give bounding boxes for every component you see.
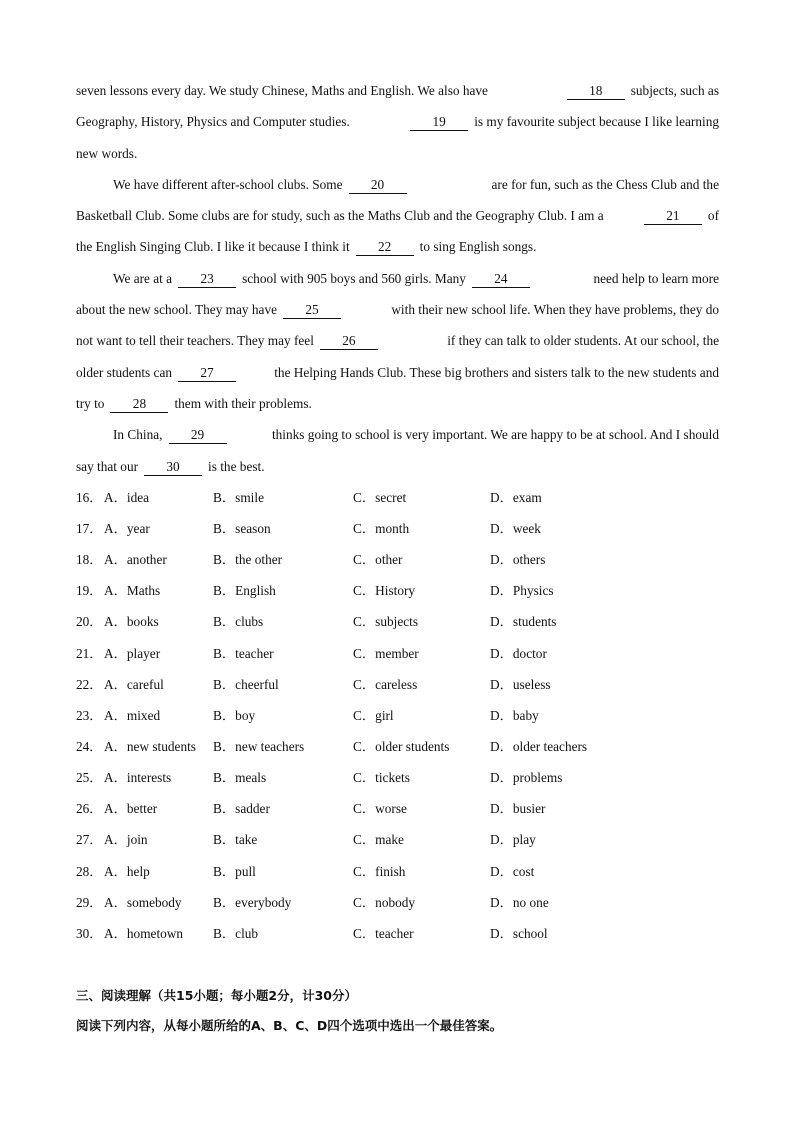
option-row xyxy=(76,611,719,642)
option-b: B．club xyxy=(213,925,259,941)
option-row xyxy=(76,923,719,954)
passage-text: say that our xyxy=(76,458,139,474)
option-c: C．finish xyxy=(353,863,406,879)
passage-text: older students can xyxy=(76,364,173,380)
option-row xyxy=(76,892,719,923)
blank-21: 21 xyxy=(644,208,702,225)
passage-text: Geography, History, Physics and Computer studies. xyxy=(76,114,350,130)
option-b: B．teacher xyxy=(213,645,274,661)
passage-text: We have different after-school clubs. Some xyxy=(113,176,343,192)
passage-line xyxy=(76,236,719,267)
option-d: D．exam xyxy=(490,489,542,505)
option-b: B．the other xyxy=(213,552,283,568)
passage-line xyxy=(76,111,719,142)
option-b: B．season xyxy=(213,521,271,536)
option-b: B．everybody xyxy=(213,894,292,910)
option-c: C．girl xyxy=(353,707,394,723)
passage-text: We are at a xyxy=(113,270,173,286)
option-b: B．meals xyxy=(213,770,267,786)
option-row xyxy=(76,643,719,674)
passage-text: about the new school. They may have xyxy=(76,302,277,318)
blank-24: 24 xyxy=(472,271,530,288)
passage-line xyxy=(76,174,719,205)
passage-text: if they can talk to older students. At our school, the xyxy=(447,333,719,349)
option-row xyxy=(76,861,719,892)
option-d: D．useless xyxy=(490,676,551,692)
blank-22: 22 xyxy=(356,239,414,256)
passage-line xyxy=(76,143,719,174)
section-title: 三、阅读理解（共15小题；每小题2分，计30分） xyxy=(76,988,357,1003)
option-b: B．English xyxy=(213,583,276,599)
question-number: 23． xyxy=(76,707,103,723)
option-b: B．boy xyxy=(213,707,256,723)
passage-text: need help to learn more xyxy=(593,270,719,286)
option-a: A．careful xyxy=(104,676,164,692)
option-d: D．busier xyxy=(490,801,546,817)
question-number: 18． xyxy=(76,552,103,568)
option-d: D．play xyxy=(490,832,536,848)
option-b: B．new teachers xyxy=(213,738,305,754)
option-a: A．somebody xyxy=(104,894,182,910)
options-list xyxy=(76,487,719,954)
blank-18: 18 xyxy=(567,83,625,100)
passage-text: school with 905 boys and 560 girls. Many xyxy=(242,270,466,286)
option-c: C．secret xyxy=(353,489,407,505)
question-number: 19． xyxy=(76,583,103,599)
passage-text: the Helping Hands Club. These big brothers and sisters talk to the new students and xyxy=(274,364,719,380)
question-number: 26． xyxy=(76,801,103,817)
question-number: 22． xyxy=(76,676,103,692)
option-a: A．another xyxy=(104,552,167,568)
option-a: A．year xyxy=(104,521,150,536)
option-d: D．older teachers xyxy=(490,738,588,754)
blank-26: 26 xyxy=(320,333,378,350)
option-b: B．take xyxy=(213,832,258,848)
passage-text: is my favourite subject because I like learning xyxy=(474,114,719,130)
passage-text: with their new school life. When they have problems, they do xyxy=(391,302,719,318)
passage-text: subjects, such as xyxy=(630,83,719,98)
option-row xyxy=(76,518,719,549)
passage-line xyxy=(76,205,719,236)
blank-25: 25 xyxy=(283,302,341,319)
blank-20: 20 xyxy=(349,177,407,194)
blank-29: 29 xyxy=(169,427,227,444)
question-number: 21． xyxy=(76,645,103,661)
option-row xyxy=(76,705,719,736)
option-row xyxy=(76,549,719,580)
option-c: C．month xyxy=(353,521,410,536)
option-c: C．tickets xyxy=(353,770,410,786)
option-b: B．smile xyxy=(213,489,264,505)
passage-line xyxy=(76,330,719,361)
option-row xyxy=(76,580,719,611)
passage-line xyxy=(76,268,719,299)
question-number: 28． xyxy=(76,863,103,879)
option-d: D．cost xyxy=(490,863,535,879)
option-row xyxy=(76,798,719,829)
option-row xyxy=(76,829,719,860)
option-d: D．school xyxy=(490,925,548,941)
option-b: B．clubs xyxy=(213,614,264,630)
passage-line xyxy=(76,362,719,393)
passage-line xyxy=(76,424,719,455)
option-d: D．no one xyxy=(490,894,549,910)
option-row xyxy=(76,736,719,767)
option-row xyxy=(76,487,719,518)
option-c: C．careless xyxy=(353,676,418,692)
option-d: D．week xyxy=(490,521,541,536)
option-a: A．idea xyxy=(104,489,150,505)
passage-text: them with their problems. xyxy=(174,395,312,411)
option-row xyxy=(76,767,719,798)
option-c: C．member xyxy=(353,645,419,661)
question-number: 24． xyxy=(76,738,103,754)
question-number: 30． xyxy=(76,925,103,941)
option-c: C．subjects xyxy=(353,614,419,630)
section-instruction: 阅读下列内容，从每小题所给的A、B、C、D四个选项中选出一个最佳答案。 xyxy=(76,1018,503,1033)
passage-text: thinks going to school is very important. We are happy to be at school. And I should xyxy=(271,427,719,443)
passage-text: seven lessons every day. We study Chinese, Maths and English. We also have xyxy=(76,83,488,98)
option-d: D．doctor xyxy=(490,645,547,661)
passage-text: try to xyxy=(76,395,105,411)
option-c: C．worse xyxy=(353,801,407,817)
question-number: 29． xyxy=(76,894,103,910)
option-d: D．baby xyxy=(490,707,539,723)
passage-line xyxy=(76,80,719,111)
option-a: A．join xyxy=(104,832,148,848)
option-d: D．problems xyxy=(490,770,563,786)
option-d: D．Physics xyxy=(490,583,554,599)
option-a: A．player xyxy=(104,645,161,661)
passage-text: is the best. xyxy=(208,458,265,474)
option-d: D．others xyxy=(490,552,546,568)
option-c: C．make xyxy=(353,832,404,848)
question-number: 20． xyxy=(76,614,103,630)
option-c: C．older students xyxy=(353,738,450,754)
passage-line xyxy=(76,393,719,424)
option-d: D．students xyxy=(490,614,557,630)
option-b: B．pull xyxy=(213,863,256,879)
option-a: A．mixed xyxy=(104,707,161,723)
option-a: A．new students xyxy=(104,738,196,754)
option-a: A．Maths xyxy=(104,583,161,599)
option-a: A．help xyxy=(104,863,150,879)
passage-text: not want to tell their teachers. They may feel xyxy=(76,333,314,349)
passage-text: new words. xyxy=(76,145,138,161)
option-c: C．nobody xyxy=(353,894,416,910)
cloze-passage xyxy=(76,80,719,954)
option-a: A．hometown xyxy=(104,925,184,941)
passage-line xyxy=(76,299,719,330)
question-number: 25． xyxy=(76,770,103,786)
question-number: 16． xyxy=(76,489,103,505)
option-b: B．sadder xyxy=(213,801,270,817)
passage-text: the English Singing Club. I like it because I think it xyxy=(76,239,350,255)
passage-text: to sing English songs. xyxy=(419,239,537,255)
option-a: A．interests xyxy=(104,770,172,786)
passage-text: of xyxy=(707,208,719,224)
blank-28: 28 xyxy=(110,396,168,413)
option-c: C．History xyxy=(353,583,416,599)
option-a: A．better xyxy=(104,801,158,817)
blank-27: 27 xyxy=(178,365,236,382)
passage-line xyxy=(76,456,719,487)
passage-text: Basketball Club. Some clubs are for study, such as the Maths Club and the Geography Club. I am a xyxy=(76,208,604,224)
question-number: 27． xyxy=(76,832,103,848)
option-c: C．other xyxy=(353,552,403,568)
question-number: 17． xyxy=(76,521,103,536)
blank-19: 19 xyxy=(410,114,468,131)
option-c: C．teacher xyxy=(353,925,414,941)
blank-23: 23 xyxy=(178,271,236,288)
passage-text: are for fun, such as the Chess Club and the xyxy=(491,176,719,192)
option-a: A．books xyxy=(104,614,159,630)
blank-30: 30 xyxy=(144,459,202,476)
passage-text: In China, xyxy=(113,427,163,443)
option-row xyxy=(76,674,719,705)
option-b: B．cheerful xyxy=(213,676,279,692)
